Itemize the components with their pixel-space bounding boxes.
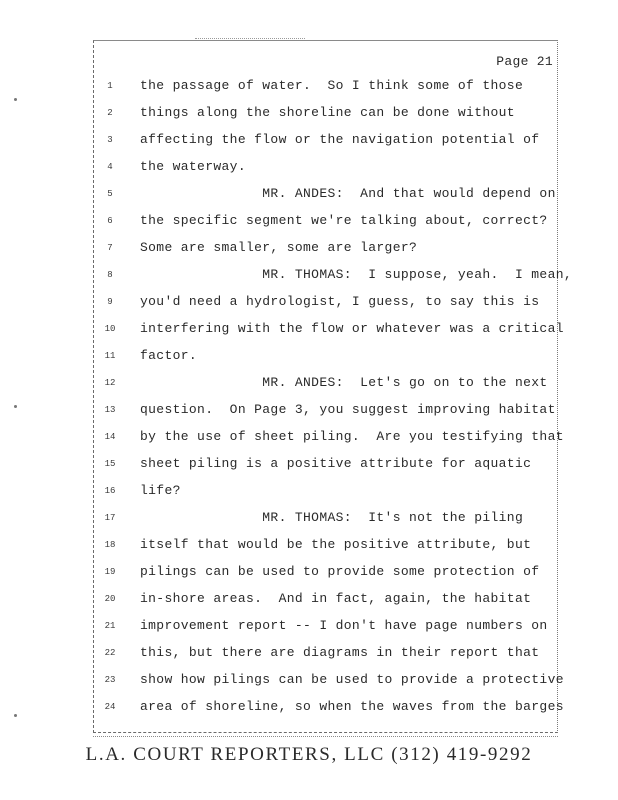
margin-speck <box>14 98 17 101</box>
line-number: 5 <box>107 189 113 199</box>
line-number: 14 <box>104 432 116 442</box>
transcript-line <box>0 616 618 636</box>
line-number: 24 <box>104 702 116 712</box>
line-number: 1 <box>107 81 113 91</box>
line-number: 6 <box>107 216 113 226</box>
transcript-line <box>0 319 618 339</box>
line-number: 11 <box>104 351 116 361</box>
line-number: 9 <box>107 297 113 307</box>
line-text: MR. THOMAS: I suppose, yeah. I mean, <box>140 267 573 282</box>
line-text: affecting the flow or the navigation potential of <box>140 132 540 147</box>
line-text: the specific segment we're talking about, correct? <box>140 213 548 228</box>
line-number: 13 <box>104 405 116 415</box>
line-text: the waterway. <box>140 159 246 174</box>
line-text: area of shoreline, so when the waves from the barges <box>140 699 564 714</box>
transcript-line <box>0 238 618 258</box>
transcript-line <box>0 400 618 420</box>
line-number: 21 <box>104 621 116 631</box>
scan-artifact-bottom <box>93 736 558 737</box>
line-text: pilings can be used to provide some protection of <box>140 564 540 579</box>
transcript-line <box>0 643 618 663</box>
line-number: 23 <box>104 675 116 685</box>
transcript-line <box>0 670 618 690</box>
transcript-line <box>0 589 618 609</box>
line-text: in-shore areas. And in fact, again, the habitat <box>140 591 532 606</box>
line-text: MR. THOMAS: It's not the piling <box>140 510 524 525</box>
transcript-line <box>0 535 618 555</box>
line-number: 19 <box>104 567 116 577</box>
line-number: 3 <box>107 135 113 145</box>
line-number: 20 <box>104 594 116 604</box>
court-reporter-footer: L.A. COURT REPORTERS, LLC (312) 419-9292 <box>85 744 533 765</box>
line-text: sheet piling is a positive attribute for aquatic <box>140 456 532 471</box>
line-text: this, but there are diagrams in their report that <box>140 645 540 660</box>
line-number: 2 <box>107 108 113 118</box>
transcript-line <box>0 292 618 312</box>
line-number: 10 <box>104 324 116 334</box>
transcript-line <box>0 265 618 285</box>
line-number: 17 <box>104 513 116 523</box>
line-text: things along the shoreline can be done without <box>140 105 515 120</box>
line-text: the passage of water. So I think some of those <box>140 78 524 93</box>
line-text: MR. ANDES: And that would depend on <box>140 186 556 201</box>
line-number: 7 <box>107 243 113 253</box>
line-text: by the use of sheet piling. Are you testifying that <box>140 429 564 444</box>
transcript-line <box>0 427 618 447</box>
transcript-line <box>0 103 618 123</box>
line-text: question. On Page 3, you suggest improving habitat <box>140 402 556 417</box>
line-number: 18 <box>104 540 116 550</box>
transcript-line <box>0 184 618 204</box>
line-text: improvement report -- I don't have page numbers on <box>140 618 548 633</box>
transcript-line <box>0 481 618 501</box>
line-text: factor. <box>140 348 198 363</box>
transcript-line <box>0 346 618 366</box>
transcript-line <box>0 76 618 96</box>
line-number: 22 <box>104 648 116 658</box>
transcript-line <box>0 373 618 393</box>
transcript-line <box>0 454 618 474</box>
line-text: you'd need a hydrologist, I guess, to say this is <box>140 294 540 309</box>
line-text: life? <box>140 483 181 498</box>
transcript-line <box>0 697 618 717</box>
line-text: Some are smaller, some are larger? <box>140 240 418 255</box>
line-text: interfering with the flow or whatever was a critical <box>140 321 564 336</box>
page-number: Page 21 <box>496 54 553 69</box>
line-number: 16 <box>104 486 116 496</box>
line-number: 15 <box>104 459 116 469</box>
transcript-line <box>0 157 618 177</box>
line-number: 4 <box>107 162 113 172</box>
transcript-line <box>0 562 618 582</box>
line-text: itself that would be the positive attribute, but <box>140 537 532 552</box>
line-text: show how pilings can be used to provide a protective <box>140 672 564 687</box>
transcript-line <box>0 130 618 150</box>
transcript-line <box>0 508 618 528</box>
line-text: MR. ANDES: Let's go on to the next <box>140 375 548 390</box>
line-number: 12 <box>104 378 116 388</box>
line-number: 8 <box>107 270 113 280</box>
transcript-line <box>0 211 618 231</box>
